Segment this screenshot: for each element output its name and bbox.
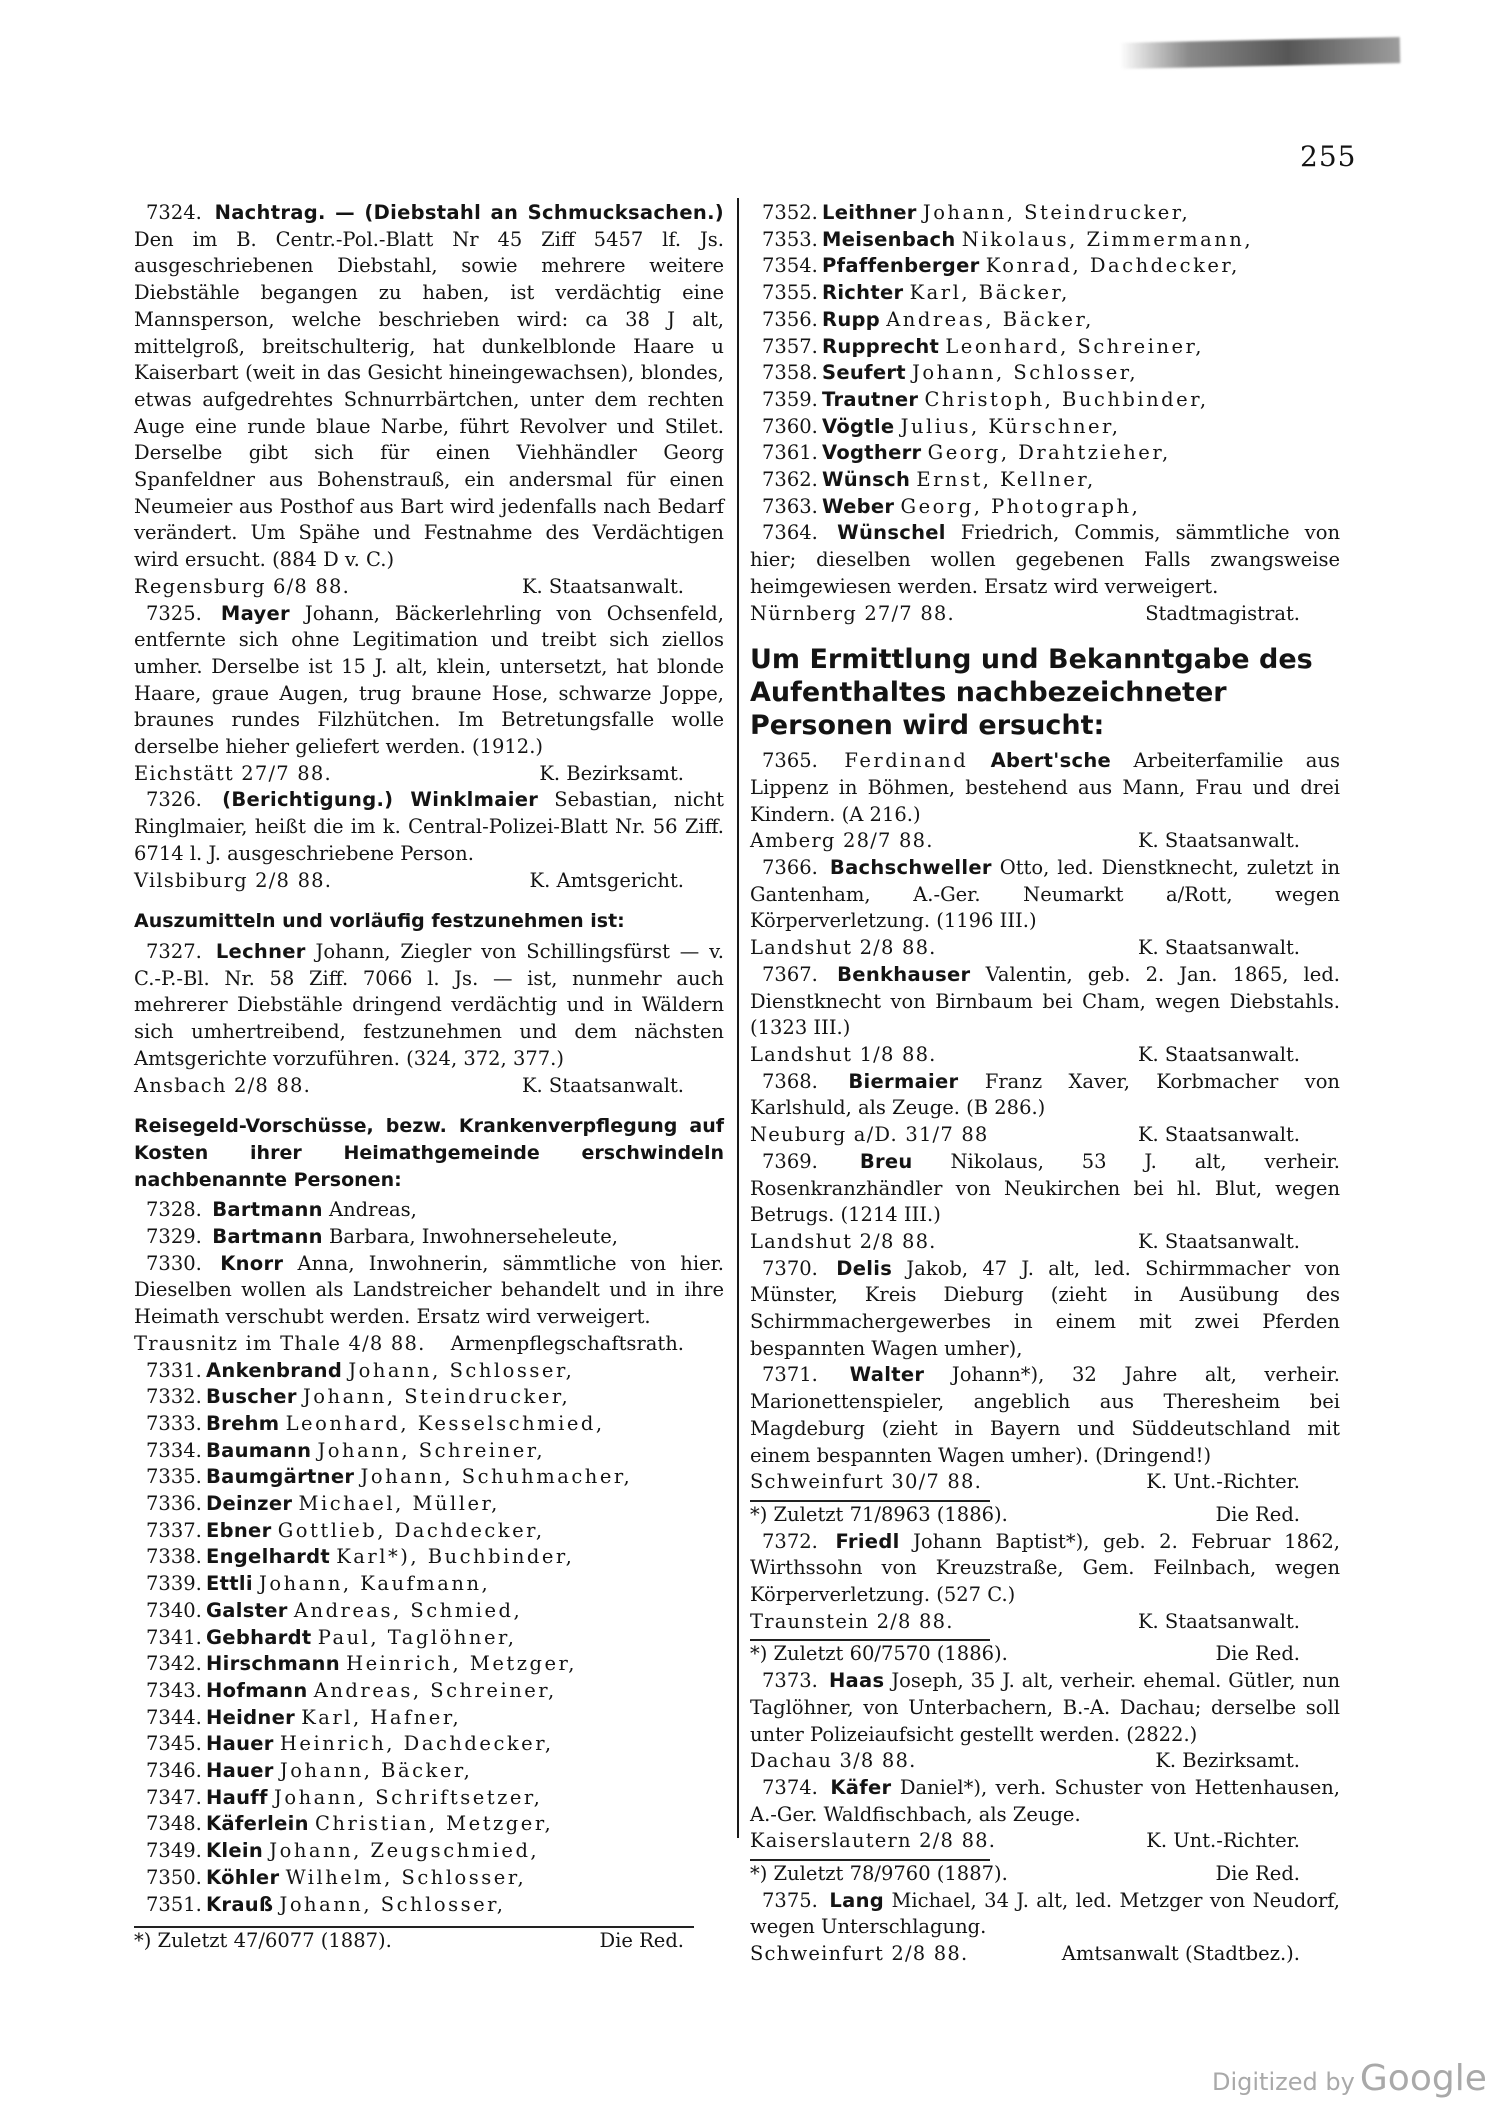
entry-name: Brehm [206, 1411, 280, 1435]
entry-text: Valentin, geb. 2. Jan. 1865, led. Dienstknecht von Birnbaum bei Cham, wegen Diebstahls. (1323 III.) [750, 962, 1341, 1040]
footnote-credit: Die Red. [1215, 1502, 1300, 1526]
entry-7366-place-line [750, 935, 1340, 962]
place-date: Trausnitz im Thale 4/8 88. [134, 1331, 426, 1355]
entry-number: 7365. [762, 749, 818, 773]
entry-name: Biermaier [848, 1069, 959, 1093]
list-item [134, 1892, 724, 1919]
entry-7325 [134, 601, 724, 761]
footnote [134, 1928, 724, 1955]
entry-number: 7344. [146, 1705, 202, 1729]
list-item [750, 494, 1340, 521]
entry-name: Hauer [206, 1759, 274, 1783]
entry-name: Hauer [206, 1732, 274, 1756]
footnote [750, 1641, 1340, 1668]
entry-rest: Georg, Drahtzieher, [927, 441, 1171, 465]
entry-number: 7346. [146, 1759, 202, 1783]
place-date: Schweinfurt 30/7 88. [750, 1470, 982, 1494]
entry-name: Baumgärtner [206, 1465, 355, 1489]
entry-rest: Konrad, Dachdecker, [985, 254, 1240, 278]
list-item [134, 1438, 724, 1465]
place-date: Landshut 1/8 88. [750, 1042, 937, 1066]
entry-text: Otto, led. Dienstknecht, zuletzt in Gantenham, A.-Ger. Neumarkt a/Rott, wegen Körperverletzung. (1196 III.) [750, 856, 1341, 933]
entry-7371 [750, 1362, 1340, 1469]
entry-7374 [750, 1775, 1340, 1828]
entry-number: 7334. [146, 1438, 202, 1462]
entry-text: Johann*), 32 Jahre alt, verheir. Marionettenspieler, angeblich aus Theresheim bei Magdeburg (zieht in Bayern und Süddeutschland mit einem bespannten Wagen umher). (Dringend!) [750, 1363, 1341, 1467]
list-item [134, 1625, 724, 1652]
column-divider [737, 198, 739, 1838]
entry-rest: Christian, Metzger, [314, 1812, 554, 1836]
entry-name: Bachschweller [829, 856, 992, 880]
entry-rest: Johann, Zeugschmied, [269, 1839, 540, 1863]
entry-7324-place-line [134, 574, 724, 601]
entry-number: 7375. [762, 1888, 818, 1912]
entry-name: Benkhauser [837, 962, 971, 986]
authority: K. Staatsanwalt. [1137, 936, 1300, 960]
entry-7373-place-line [750, 1748, 1340, 1775]
entry-name: Knorr [220, 1251, 284, 1275]
entry-text: Friedrich, Commis, sämmtliche von hier; dieselben wollen gegebenen Falls zwangsweise heimgewiesen werden. Ersatz wird verweigert. [750, 521, 1341, 598]
entry-rest: Johann, Kaufmann, [259, 1572, 491, 1596]
entry-name: Käferlein [206, 1812, 309, 1836]
entry-7367 [750, 962, 1340, 1042]
entry-7373 [750, 1668, 1340, 1748]
entry-number: 7354. [762, 254, 818, 278]
entry-number: 7343. [146, 1678, 202, 1702]
watermark-prefix: Digitized by [1212, 2068, 1355, 2096]
entry-rest: Johann, Schlosser, [279, 1892, 506, 1916]
entry-rest: Johann, Schriftsetzer, [274, 1785, 543, 1809]
entry-rest: Christoph, Buchbinder, [924, 387, 1209, 411]
entry-7368 [750, 1069, 1340, 1122]
entry-name: Pfaffenberger [822, 254, 980, 278]
place-date: Traunstein 2/8 88. [750, 1609, 954, 1633]
entry-7372-place-line [750, 1609, 1340, 1636]
entry-number: 7349. [146, 1839, 202, 1863]
authority: K. Staatsanwalt. [1137, 1609, 1300, 1633]
list-item [750, 440, 1340, 467]
entry-7370 [750, 1256, 1340, 1363]
entry-name: Wünschel [837, 521, 946, 545]
authority: K. Staatsanwalt. [1137, 829, 1300, 853]
entry-rest: Nikolaus, Zimmermann, [961, 227, 1254, 251]
entry-name: Gebhardt [206, 1625, 312, 1649]
place-date: Eichstätt 27/7 88. [134, 761, 332, 785]
authority: K. Bezirksamt. [539, 761, 684, 785]
entry-rest: Leonhard, Schreiner, [945, 334, 1204, 358]
entry-rest: Andreas, [329, 1198, 417, 1222]
entry-name: Krauß [206, 1892, 274, 1916]
entry-name: Lang [829, 1888, 885, 1912]
entry-text: Johann Baptist*), geb. 2. Februar 1862, Wirthssohn von Kreuzstraße, Gem. Feilnbach, wegen Körperverletzung. (527 C.) [750, 1529, 1340, 1607]
entry-text: Sebastian, nicht Ringlmaier, heißt die im k. Central-Polizei-Blatt Nr. 56 Ziff. 6714 l. J. ausgeschriebene Person. [134, 788, 725, 865]
entry-name: Rupp [822, 307, 881, 331]
entry-number: 7369. [762, 1149, 818, 1173]
entry-number: 7374. [762, 1775, 818, 1799]
entry-name: Delis [836, 1256, 893, 1280]
list-item [134, 1811, 724, 1838]
entry-number: 7327. [146, 939, 202, 963]
entry-7367-place-line [750, 1042, 1340, 1069]
authority: K. Unt.-Richter. [1146, 1470, 1300, 1494]
entry-number: 7341. [146, 1625, 202, 1649]
entry-name: Rupprecht [822, 334, 940, 358]
entry-7369 [750, 1149, 1340, 1229]
entry-rest: Georg, Photograph, [900, 494, 1141, 518]
entry-name: Wünsch [822, 468, 911, 492]
entry-rest: Barbara, Inwohnerseheleute, [329, 1225, 618, 1249]
entry-name: Buscher [206, 1385, 297, 1409]
entry-name: Breu [859, 1149, 913, 1173]
authority: K. Staatsanwalt. [521, 574, 684, 598]
entry-number: 7371. [762, 1363, 818, 1387]
entry-7326-place-line [134, 868, 724, 895]
footnote [750, 1502, 1340, 1529]
entry-name: Friedl [835, 1529, 900, 1553]
entry-name: Richter [822, 281, 904, 305]
entry-name: Hofmann [206, 1678, 308, 1702]
entry-number: 7373. [762, 1669, 818, 1693]
entry-name: Ankenbrand [206, 1358, 343, 1382]
entry-rest: Johann, Schreiner, [317, 1438, 546, 1462]
entry-7369-place-line [750, 1229, 1340, 1256]
entry-text: Nikolaus, 53 J. alt, verheir. Rosenkranzhändler von Neukirchen bei hl. Blut, wegen Betrugs. (1214 III.) [750, 1149, 1341, 1227]
authority: K. Staatsanwalt. [1137, 1042, 1300, 1066]
place-date: Ansbach 2/8 88. [134, 1073, 312, 1097]
place-date: Neuburg a/D. 31/7 88 [750, 1123, 989, 1147]
entry-name: Hirschmann [206, 1652, 340, 1676]
entry-rest: Ernst, Kellner, [916, 468, 1096, 492]
google-logo-text: Google [1359, 2058, 1487, 2099]
entry-number: 7356. [762, 307, 818, 331]
entry-7375 [750, 1888, 1340, 1941]
list-item [134, 1598, 724, 1625]
list-item [134, 1865, 724, 1892]
entry-rest: Andreas, Schmied, [293, 1598, 523, 1622]
entry-first-name: Ferdinand [844, 749, 969, 773]
footnote-text: *) Zuletzt 78/9760 (1887). [750, 1862, 1008, 1886]
entry-number: 7352. [762, 201, 818, 224]
right-column [750, 200, 1340, 1968]
section-heading-whereabouts: Um Ermittlung und Bekanntgabe des Aufenthaltes nachbezeichneter Personen wird ersucht: [750, 644, 1313, 742]
entry-number: 7326. [146, 788, 202, 812]
entry-rest: Gottlieb, Dachdecker, [277, 1518, 545, 1542]
list-item [134, 1491, 724, 1518]
entry-7364 [750, 520, 1340, 600]
entry-number: 7361. [762, 441, 818, 465]
list-item [134, 1785, 724, 1812]
list-item [134, 1411, 724, 1438]
list-item [750, 280, 1340, 307]
entry-number: 7332. [146, 1385, 202, 1409]
list-item [134, 1544, 724, 1571]
entry-rest: Karl*), Buchbinder, [336, 1545, 575, 1569]
entry-number: 7368. [762, 1069, 818, 1093]
entry-text: Joseph, 35 J. alt, verheir. ehemal. Gütler, nun Taglöhner, von Unterbachern, B.-A. Dachau; derselbe soll unter Polizeiaufsicht gestellt werden. (2822.) [750, 1669, 1340, 1746]
entry-number: 7370. [762, 1256, 818, 1280]
place-date: Dachau 3/8 88. [750, 1749, 917, 1773]
entry-7371-place-line [750, 1469, 1340, 1496]
entry-number: 7362. [762, 468, 818, 492]
entry-text: Michael, 34 J. alt, led. Metzger von Neudorf, wegen Unterschlagung. [750, 1888, 1341, 1939]
entry-number: 7359. [762, 387, 818, 411]
entry-name: Weber [822, 494, 895, 518]
entry-name: Meisenbach [822, 227, 956, 251]
list-item [134, 1731, 724, 1758]
entry-name: Vögtle [822, 414, 895, 438]
entry-number: 7372. [762, 1529, 818, 1553]
entry-rest: Johann, Bäcker, [279, 1759, 473, 1783]
scan-artifact [1120, 37, 1400, 69]
authority: K. Staatsanwalt. [1137, 1123, 1300, 1147]
entry-number: 7351. [146, 1892, 202, 1916]
entry-name: Seufert [822, 361, 906, 385]
entry-7364-place-line [750, 601, 1340, 628]
list-item [134, 1358, 724, 1385]
entry-text: Jakob, 47 J. alt, led. Schirmmacher von Münster, Kreis Dieburg (zieht in Ausübung des Schirmmachergewerbes in einem mit zwei Pferden bespannten Wagen umher), [750, 1256, 1340, 1360]
page-number: 255 [1300, 140, 1357, 173]
name-list-right [750, 200, 1340, 520]
place-date: Schweinfurt 2/8 88. [750, 1942, 969, 1966]
entry-name: Klein [206, 1839, 264, 1863]
digitized-by-google-watermark [1212, 2058, 1487, 2099]
authority: K. Unt.-Richter. [1146, 1829, 1300, 1853]
entry-number: 7345. [146, 1732, 202, 1756]
list-item [750, 360, 1340, 387]
section-heading-arrest: Auszumitteln und vorläufig festzunehmen ist: [134, 910, 625, 933]
entry-number: 7342. [146, 1652, 202, 1676]
entry-name: Mayer [220, 601, 290, 625]
authority: K. Staatsanwalt. [521, 1073, 684, 1097]
list-item [750, 200, 1340, 227]
entry-7365-place-line [750, 828, 1340, 855]
footnote [750, 1861, 1340, 1888]
entry-number: 7339. [146, 1572, 202, 1596]
list-item [750, 227, 1340, 254]
entry-name: Bartmann [212, 1225, 323, 1249]
entry-rest: Johann, Steindrucker, [302, 1385, 571, 1409]
entry-name: Käfer [830, 1775, 892, 1799]
entry-name: Leithner [822, 201, 917, 224]
list-item [750, 414, 1340, 441]
entry-7374-place-line [750, 1828, 1340, 1855]
list-item [750, 467, 1340, 494]
entry-text: Daniel*), verh. Schuster von Hettenhausen, A.-Ger. Waldfischbach, als Zeuge. [750, 1775, 1341, 1826]
authority: K. Bezirksamt. [1155, 1749, 1300, 1773]
footnote-credit: Die Red. [599, 1929, 684, 1953]
entry-name: Deinzer [206, 1492, 293, 1516]
entry-rest: Julius, Kürschner, [900, 414, 1121, 438]
entry-number: 7357. [762, 334, 818, 358]
entry-title: Nachtrag. — (Diebstahl an Schmucksachen.) [214, 201, 724, 224]
authority: K. Staatsanwalt. [1137, 1229, 1300, 1253]
place-date: Nürnberg 27/7 88. [750, 601, 955, 625]
entry-7365 [750, 748, 1340, 828]
entry-7327 [134, 939, 724, 1073]
entry-rest: Paul, Taglöhner, [317, 1625, 517, 1649]
list-item [134, 1705, 724, 1732]
place-date: Regensburg 6/8 88. [134, 574, 351, 598]
left-column [134, 200, 724, 1955]
entry-text: Den im B. Centr.-Pol.-Blatt Nr 45 Ziff 5457 lf. Js. ausgeschriebenen Diebstahl, sowie mehrere weitere Diebstähle begangen zu haben, ist verdächtig eine Mannsperson, welche beschrieben wird: ca 38 J alt, mittelgroß, breitschulterig, hat dunkelblonde Haare u Kaiserbart (weit in das Gesicht hineingewachsen), blondes, etwas aufgedrehtes Schnurrbärtchen, unter dem rechten Auge eine runde blaue Narbe, führt Revolver und Stilet. Derselbe gibt sich für einen Viehhändler Georg Spanfeldner aus Bohenstrauß, ein andersmal für einen Neumeier aus Posthof aus Bart wird jedenfalls nach Bedarf verändert. Um Spähe und Festnahme des Verdächtigen wird ersucht. (884 D v. C.) [134, 227, 724, 572]
authority: Amtsanwalt (Stadtbez.). [1061, 1942, 1300, 1966]
footnote-credit: Die Red. [1215, 1642, 1300, 1666]
entry-name: Abert'sche [990, 749, 1112, 773]
list-item [134, 1838, 724, 1865]
place-date: Vilsbiburg 2/8 88. [134, 868, 333, 892]
entry-name: Bartmann [212, 1198, 323, 1222]
entry-number: 7333. [146, 1411, 202, 1435]
list-item [750, 334, 1340, 361]
entry-name: (Berichtigung.) Winklmaier [222, 788, 539, 812]
entry-number: 7353. [762, 227, 818, 251]
place-date: Amberg 28/7 88. [750, 829, 934, 853]
entry-7327-place-line [134, 1073, 724, 1100]
entry-name: Hauff [206, 1785, 268, 1809]
entry-number: 7331. [146, 1358, 202, 1382]
entry-7329 [134, 1224, 724, 1251]
entry-name: Ebner [206, 1518, 272, 1542]
entry-text: Arbeiterfamilie aus Lippenz in Böhmen, bestehend aus Mann, Frau und drei Kindern. (A 216.) [750, 749, 1341, 826]
entry-rest: Leonhard, Kesselschmied, [285, 1411, 605, 1435]
entry-name: Köhler [206, 1865, 280, 1889]
list-item [750, 307, 1340, 334]
entry-name: Walter [849, 1363, 925, 1387]
entry-rest: Karl, Hafner, [301, 1705, 462, 1729]
entry-number: 7348. [146, 1812, 202, 1836]
authority: Armenpflegschaftsrath. [450, 1331, 684, 1355]
entry-rest: Johann, Steindrucker, [922, 201, 1191, 224]
entry-text: Anna, Inwohnerin, sämmtliche von hier. Dieselben wollen als Landstreicher behandelt und in ihre Heimath verschubt werden. Ersatz wird verweigert. [134, 1251, 724, 1329]
list-item [134, 1651, 724, 1678]
entry-name: Lechner [215, 939, 306, 963]
entry-text: Johann, Bäckerlehrling von Ochsenfeld, entfernte sich ohne Legitimation und treibt sich ziellos umher. Derselbe ist 15 J. alt, klein, untersetzt, hat blonde Haare, graue Augen, trug braune Hose, schwarze Joppe, braunes rundes Filzhütchen. Im Betretungsfalle wolle derselbe hieher geliefert werden. (1912.) [134, 601, 724, 759]
entry-number: 7364. [762, 521, 818, 545]
entry-number: 7338. [146, 1545, 202, 1569]
footnote-text: *) Zuletzt 60/7570 (1886). [750, 1642, 1008, 1666]
authority: Stadtmagistrat. [1145, 601, 1300, 625]
entry-number: 7363. [762, 494, 818, 518]
list-item [750, 253, 1340, 280]
entry-text: Johann, Ziegler von Schillingsfürst — v. C.-P.-Bl. Nr. 58 Ziff. 7066 l. Js. — ist, nunmehr auch mehrerer Diebstähle dringend verdächtig und in Wäldern sich umhertreibend, festzunehmen und dem nächsten Amtsgerichte vorzuführen. (324, 372, 377.) [134, 939, 725, 1070]
entry-number: 7328. [146, 1198, 202, 1222]
entry-rest: Michael, Müller, [298, 1492, 500, 1516]
footnote-text: *) Zuletzt 47/6077 (1887). [134, 1929, 392, 1953]
entry-number: 7350. [146, 1865, 202, 1889]
entry-rest: Johann, Schlosser, [348, 1358, 575, 1382]
entry-number: 7367. [762, 962, 818, 986]
entry-rest: Heinrich, Metzger, [346, 1652, 577, 1676]
entry-number: 7347. [146, 1785, 202, 1809]
entry-name: Haas [828, 1669, 885, 1693]
entry-number: 7325. [146, 601, 202, 625]
entry-name: Vogtherr [822, 441, 922, 465]
entry-number: 7366. [762, 856, 818, 880]
entry-7330 [134, 1251, 724, 1331]
entry-number: 7355. [762, 281, 818, 305]
entry-name: Galster [206, 1598, 288, 1622]
entry-name: Ettli [206, 1572, 253, 1596]
place-date: Landshut 2/8 88. [750, 936, 937, 960]
list-item [134, 1758, 724, 1785]
entry-rest: Heinrich, Dachdecker, [279, 1732, 554, 1756]
entry-number: 7324. [146, 201, 202, 224]
entry-name: Trautner [822, 387, 919, 411]
place-date: Landshut 2/8 88. [750, 1229, 937, 1253]
entry-number: 7330. [146, 1251, 202, 1275]
list-item [134, 1678, 724, 1705]
footnote-text: *) Zuletzt 71/8963 (1886). [750, 1502, 1008, 1526]
footnote-credit: Die Red. [1215, 1862, 1300, 1886]
entry-rest: Andreas, Bäcker, [886, 307, 1094, 331]
entry-7366 [750, 855, 1340, 935]
entry-number: 7340. [146, 1598, 202, 1622]
entry-rest: Karl, Bäcker, [909, 281, 1070, 305]
authority: K. Amtsgericht. [529, 868, 684, 892]
entry-7328 [134, 1197, 724, 1224]
entry-7375-place-line [750, 1941, 1340, 1968]
entry-number: 7337. [146, 1518, 202, 1542]
list-item [134, 1571, 724, 1598]
entry-number: 7360. [762, 414, 818, 438]
entry-7372 [750, 1529, 1340, 1609]
entry-rest: Wilhelm, Schlosser, [285, 1865, 527, 1889]
list-item [134, 1384, 724, 1411]
list-item [750, 387, 1340, 414]
entry-number: 7336. [146, 1492, 202, 1516]
entry-7326 [134, 787, 724, 867]
list-item [134, 1518, 724, 1545]
entry-rest: Johann, Schlosser, [912, 361, 1139, 385]
entry-7324 [134, 200, 724, 574]
entry-number: 7335. [146, 1465, 202, 1489]
entry-7330-place-line [134, 1331, 724, 1358]
entry-text: Franz Xaver, Korbmacher von Karlshuld, als Zeuge. (B 286.) [750, 1069, 1340, 1120]
entry-rest: Andreas, Schreiner, [313, 1678, 557, 1702]
entry-name: Heidner [206, 1705, 296, 1729]
entry-number: 7329. [146, 1225, 202, 1249]
place-date: Kaiserslautern 2/8 88. [750, 1829, 997, 1853]
entry-rest: Johann, Schuhmacher, [360, 1465, 633, 1489]
list-item [134, 1464, 724, 1491]
name-list-left [134, 1358, 724, 1919]
entry-7325-place-line [134, 761, 724, 788]
entry-name: Baumann [206, 1438, 312, 1462]
section-heading-travel-money: Reisegeld-Vorschüsse, bezw. Krankenverpflegung auf Kosten ihrer Heimathgemeinde erschwindeln nachbenannte Personen: [134, 1115, 724, 1191]
entry-7368-place-line [750, 1122, 1340, 1149]
entry-number: 7358. [762, 361, 818, 385]
entry-name: Engelhardt [206, 1545, 331, 1569]
